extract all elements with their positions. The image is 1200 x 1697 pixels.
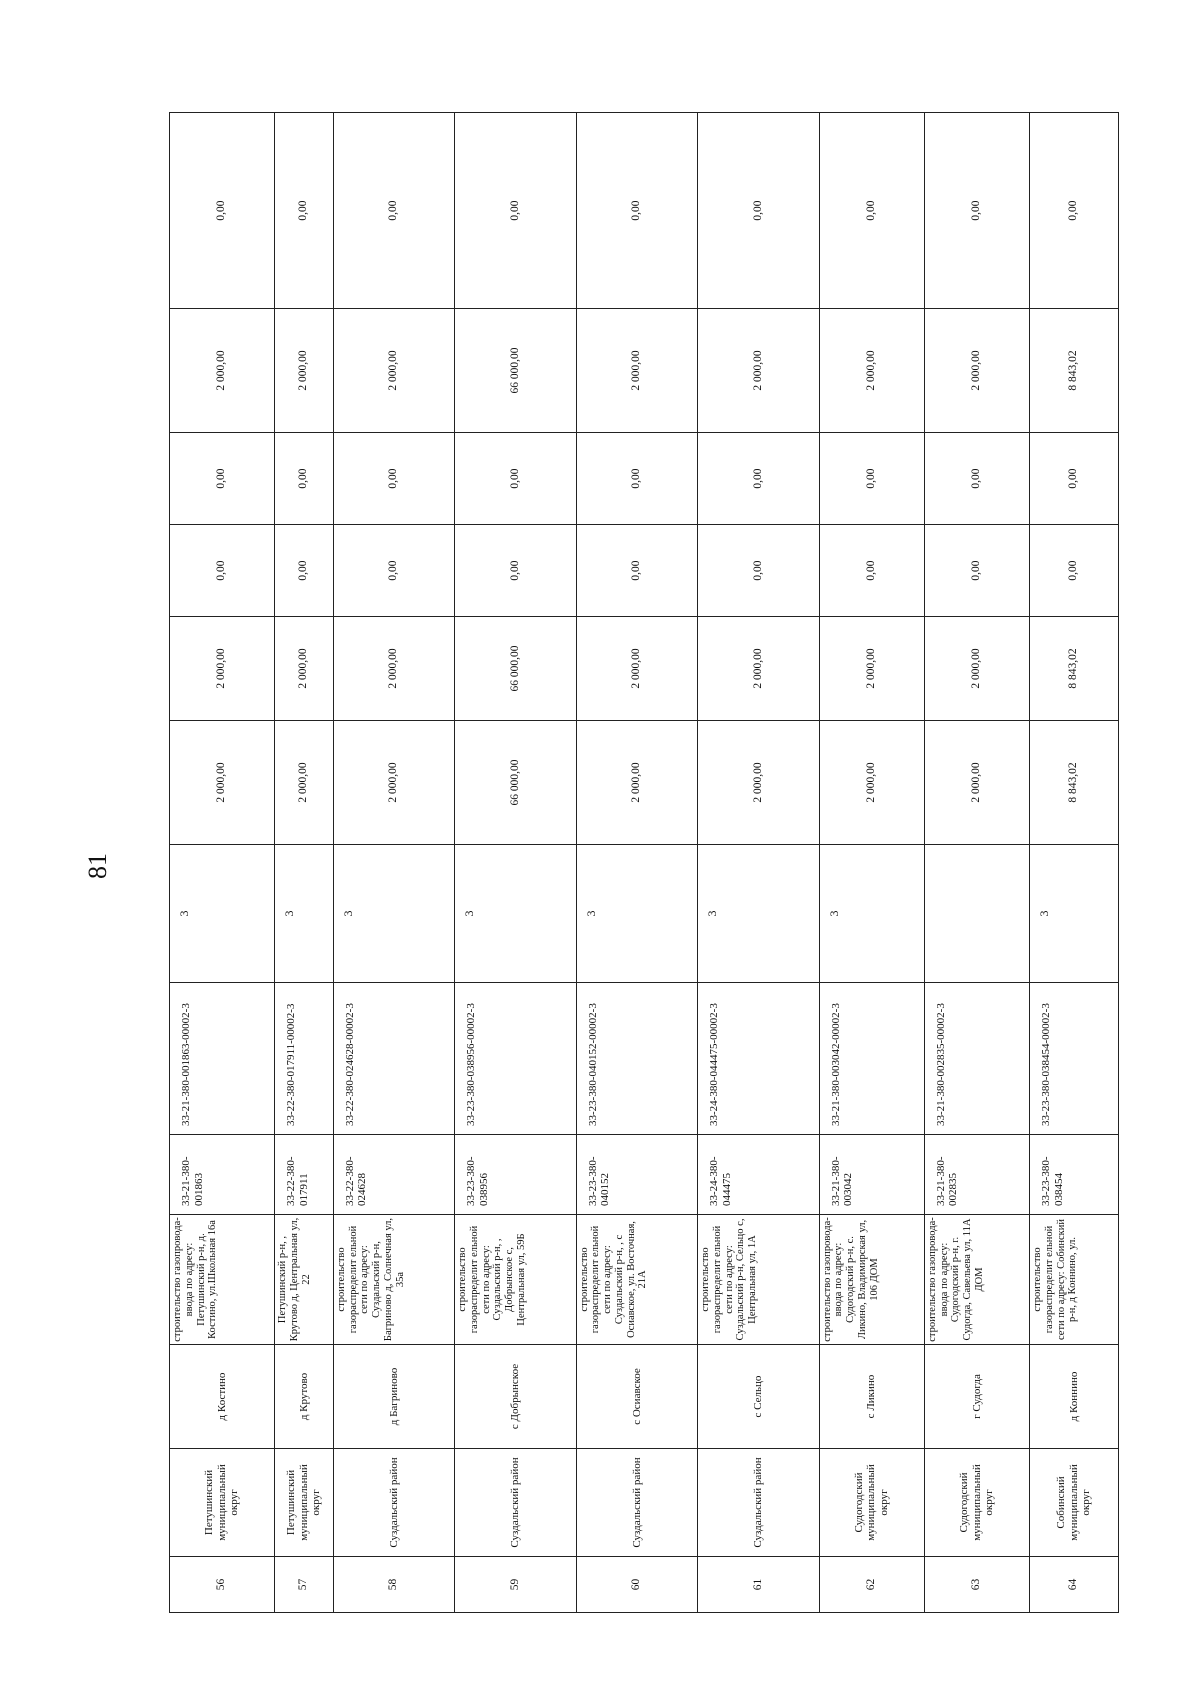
amount-col-4: 2 000,00 xyxy=(333,309,454,433)
object-id-short: 33-21-380-001863 xyxy=(170,1135,275,1215)
amount-col-3: 0,00 xyxy=(333,433,454,525)
table-row xyxy=(576,113,697,1613)
category-cell xyxy=(924,845,1029,983)
object-description: строительство газораспределит ельной сети по адресу: Собинский р-н, д Коннино, ул. xyxy=(1030,1215,1119,1345)
total-amount: 66 000,00 xyxy=(455,721,576,845)
table-row xyxy=(455,113,576,1613)
register-table-rotated xyxy=(169,113,1119,1613)
total-amount: 2 000,00 xyxy=(576,721,697,845)
total-amount: 2 000,00 xyxy=(170,721,275,845)
amount-col-2: 0,00 xyxy=(819,525,924,617)
object-description: строительство газораспределит ельной сети по адресу: Суздальский р-н, , Добрынское с, Центральная ул, 59Б xyxy=(455,1215,576,1345)
district-cell: Суздальский район xyxy=(576,1449,697,1557)
amount-col-5: 0,00 xyxy=(698,113,819,309)
amount-col-5: 0,00 xyxy=(1030,113,1119,309)
object-id-full: 33-22-380-024628-00002-3 xyxy=(333,983,454,1135)
district-cell: Собинский муниципальный округ xyxy=(1030,1449,1119,1557)
row-number: 62 xyxy=(819,1557,924,1613)
amount-col-1: 66 000,00 xyxy=(455,617,576,721)
object-id-full: 33-21-380-001863-00002-3 xyxy=(170,983,275,1135)
object-id-full: 33-23-380-040152-00002-3 xyxy=(576,983,697,1135)
row-number: 58 xyxy=(333,1557,454,1613)
table-row xyxy=(819,113,924,1613)
amount-col-1: 2 000,00 xyxy=(333,617,454,721)
amount-col-4: 2 000,00 xyxy=(819,309,924,433)
amount-col-4: 2 000,00 xyxy=(698,309,819,433)
amount-col-4: 2 000,00 xyxy=(924,309,1029,433)
page-number: 81 xyxy=(83,853,112,879)
table-row xyxy=(170,113,275,1613)
total-amount: 2 000,00 xyxy=(819,721,924,845)
district-cell: Суздальский район xyxy=(698,1449,819,1557)
amount-col-5: 0,00 xyxy=(819,113,924,309)
amount-col-2: 0,00 xyxy=(455,525,576,617)
locality-cell: д Костино xyxy=(170,1345,275,1449)
object-description: строительство газопровода-ввода по адресу: Петушинский р-н, д. Костино, ул.Школьная 16а xyxy=(170,1215,275,1345)
district-cell: Петушинский муниципальный округ xyxy=(275,1449,334,1557)
object-id-short: 33-21-380-002835 xyxy=(924,1135,1029,1215)
object-id-full: 33-21-380-003042-00002-3 xyxy=(819,983,924,1135)
amount-col-2: 0,00 xyxy=(576,525,697,617)
amount-col-4: 2 000,00 xyxy=(275,309,334,433)
total-amount: 2 000,00 xyxy=(924,721,1029,845)
object-description: Петушинский р-н, , Крутово д, Центральная ул, 22 xyxy=(275,1215,334,1345)
object-id-short: 33-23-380-040152 xyxy=(576,1135,697,1215)
amount-col-1: 2 000,00 xyxy=(698,617,819,721)
district-cell: Судогодский муниципальный округ xyxy=(819,1449,924,1557)
amount-col-4: 2 000,00 xyxy=(170,309,275,433)
amount-col-3: 0,00 xyxy=(1030,433,1119,525)
amount-col-1: 2 000,00 xyxy=(170,617,275,721)
amount-col-5: 0,00 xyxy=(275,113,334,309)
amount-col-1: 8 843,02 xyxy=(1030,617,1119,721)
row-number: 59 xyxy=(455,1557,576,1613)
row-number: 64 xyxy=(1030,1557,1119,1613)
category-cell: 3 xyxy=(333,845,454,983)
table-row xyxy=(1030,113,1119,1613)
district-cell: Суздальский район xyxy=(455,1449,576,1557)
amount-col-3: 0,00 xyxy=(275,433,334,525)
amount-col-1: 2 000,00 xyxy=(576,617,697,721)
object-id-full: 33-23-380-038956-00002-3 xyxy=(455,983,576,1135)
amount-col-1: 2 000,00 xyxy=(924,617,1029,721)
category-cell: 3 xyxy=(170,845,275,983)
amount-col-3: 0,00 xyxy=(698,433,819,525)
total-amount: 2 000,00 xyxy=(333,721,454,845)
amount-col-3: 0,00 xyxy=(576,433,697,525)
row-number: 63 xyxy=(924,1557,1029,1613)
amount-col-2: 0,00 xyxy=(333,525,454,617)
amount-col-1: 2 000,00 xyxy=(819,617,924,721)
amount-col-4: 66 000,00 xyxy=(455,309,576,433)
row-number: 60 xyxy=(576,1557,697,1613)
row-number: 61 xyxy=(698,1557,819,1613)
object-id-short: 33-23-380-038454 xyxy=(1030,1135,1119,1215)
district-cell: Судогодский муниципальный округ xyxy=(924,1449,1029,1557)
object-description: строительство газораспределит ельной сети по адресу: Суздальский р-н, , с Осиавское, ул. Восточная, 21А xyxy=(576,1215,697,1345)
row-number: 57 xyxy=(275,1557,334,1613)
category-cell: 3 xyxy=(576,845,697,983)
amount-col-5: 0,00 xyxy=(333,113,454,309)
amount-col-2: 0,00 xyxy=(698,525,819,617)
amount-col-1: 2 000,00 xyxy=(275,617,334,721)
amount-col-2: 0,00 xyxy=(924,525,1029,617)
object-description: строительство газопровода-ввода по адресу: Судогодский р-н, г. Судогда, Савельева ул, 11А ДОМ xyxy=(924,1215,1029,1345)
locality-cell: с Осиавское xyxy=(576,1345,697,1449)
object-id-short: 33-22-380-024628 xyxy=(333,1135,454,1215)
amount-col-5: 0,00 xyxy=(170,113,275,309)
locality-cell: г Судогда xyxy=(924,1345,1029,1449)
total-amount: 2 000,00 xyxy=(275,721,334,845)
amount-col-3: 0,00 xyxy=(819,433,924,525)
amount-col-3: 0,00 xyxy=(170,433,275,525)
object-id-full: 33-24-380-044475-00002-3 xyxy=(698,983,819,1135)
district-cell: Петушинский муниципальный округ xyxy=(170,1449,275,1557)
amount-col-2: 0,00 xyxy=(1030,525,1119,617)
object-id-short: 33-24-380-044475 xyxy=(698,1135,819,1215)
amount-col-4: 2 000,00 xyxy=(576,309,697,433)
table-row xyxy=(698,113,819,1613)
object-id-full: 33-23-380-038454-00002-3 xyxy=(1030,983,1119,1135)
total-amount: 2 000,00 xyxy=(698,721,819,845)
row-number: 56 xyxy=(170,1557,275,1613)
object-id-full: 33-21-380-002835-00002-3 xyxy=(924,983,1029,1135)
table-row xyxy=(333,113,454,1613)
amount-col-3: 0,00 xyxy=(924,433,1029,525)
object-description: строительство газораспределит ельной сети по адресу: Суздальский р-н, Сельцо с, Центральная ул, 1А xyxy=(698,1215,819,1345)
locality-cell: с Ликино xyxy=(819,1345,924,1449)
amount-col-5: 0,00 xyxy=(455,113,576,309)
total-amount: 8 843,02 xyxy=(1030,721,1119,845)
locality-cell: с Сельцо xyxy=(698,1345,819,1449)
object-id-full: 33-22-380-017911-00002-3 xyxy=(275,983,334,1135)
table-row xyxy=(924,113,1029,1613)
locality-cell: д Багриново xyxy=(333,1345,454,1449)
category-cell: 3 xyxy=(1030,845,1119,983)
amount-col-5: 0,00 xyxy=(576,113,697,309)
amount-col-5: 0,00 xyxy=(924,113,1029,309)
object-id-short: 33-21-380-003042 xyxy=(819,1135,924,1215)
locality-cell: д Крутово xyxy=(275,1345,334,1449)
amount-col-2: 0,00 xyxy=(275,525,334,617)
table-row xyxy=(275,113,334,1613)
object-id-short: 33-23-380-038956 xyxy=(455,1135,576,1215)
amount-col-4: 8 843,02 xyxy=(1030,309,1119,433)
locality-cell: д Коннино xyxy=(1030,1345,1119,1449)
category-cell: 3 xyxy=(819,845,924,983)
object-description: строительство газораспределит ельной сети по адресу: Суздальский р-н, Багриново д, Солнечная ул, 35а xyxy=(333,1215,454,1345)
category-cell: 3 xyxy=(455,845,576,983)
category-cell: 3 xyxy=(698,845,819,983)
object-id-short: 33-22-380-017911 xyxy=(275,1135,334,1215)
locality-cell: с Добрынское xyxy=(455,1345,576,1449)
amount-col-2: 0,00 xyxy=(170,525,275,617)
register-table xyxy=(169,112,1119,1613)
amount-col-3: 0,00 xyxy=(455,433,576,525)
category-cell: 3 xyxy=(275,845,334,983)
district-cell: Суздальский район xyxy=(333,1449,454,1557)
object-description: строительство газопровода-ввода по адресу: Судогодский р-н, с. Ликино, Владимирская ул, 106 ДОМ xyxy=(819,1215,924,1345)
